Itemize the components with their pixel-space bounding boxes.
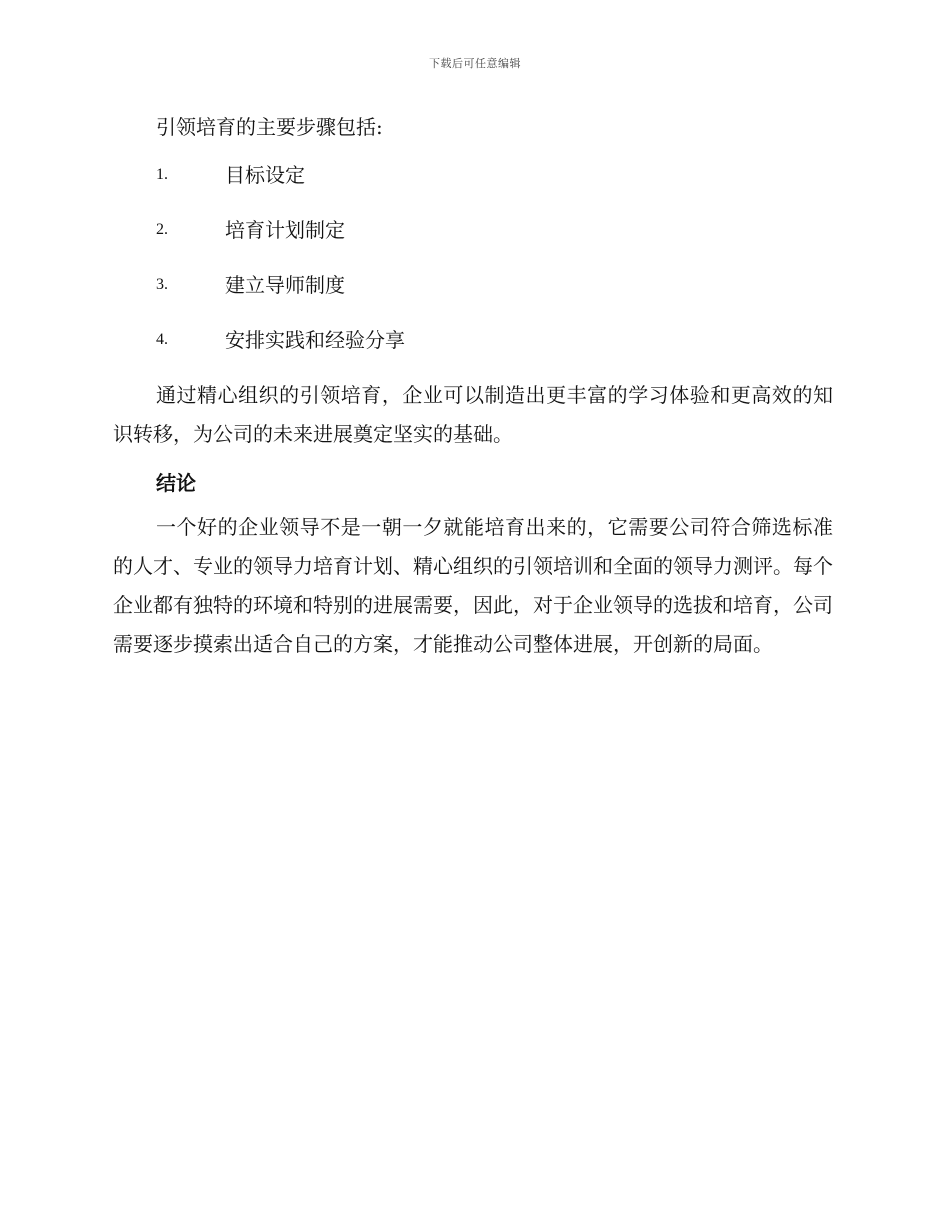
list-item-number: 2. <box>156 221 168 238</box>
list-item-label: 培育计划制定 <box>225 218 345 242</box>
steps-list <box>113 157 833 377</box>
list-item <box>113 157 833 212</box>
list-item-label: 安排实践和经验分享 <box>225 328 405 352</box>
list-item <box>113 322 833 377</box>
page-header: 下载后可任意编辑 <box>429 57 521 70</box>
conclusion-paragraph: 一个好的企业领导不是一朝一夕就能培育出来的，它需要公司符合筛选标准的人才、专业的领导力培育计划、精心组织的引领培训和全面的领导力测评。每个企业都有独特的环境和特别的进展需要，因此，对于企业领导的选拔和培育，公司需要逐步摸索出适合自己的方案，才能推动公司整体进展，开创新的局面。 <box>113 515 833 656</box>
list-item-label: 建立导师制度 <box>225 273 345 297</box>
list-item-number: 3. <box>156 276 168 293</box>
list-item <box>113 212 833 267</box>
document-body <box>113 108 833 664</box>
summary-paragraph: 通过精心组织的引领培育，企业可以制造出更丰富的学习体验和更高效的知识转移，为公司的未来进展奠定坚实的基础。 <box>113 383 833 446</box>
list-item-number: 1. <box>156 166 168 183</box>
list-item-label: 目标设定 <box>225 163 305 187</box>
section-heading: 结论 <box>156 471 196 495</box>
intro-paragraph: 引领培育的主要步骤包括: <box>156 115 383 139</box>
list-item <box>113 267 833 322</box>
list-item-number: 4. <box>156 331 168 348</box>
